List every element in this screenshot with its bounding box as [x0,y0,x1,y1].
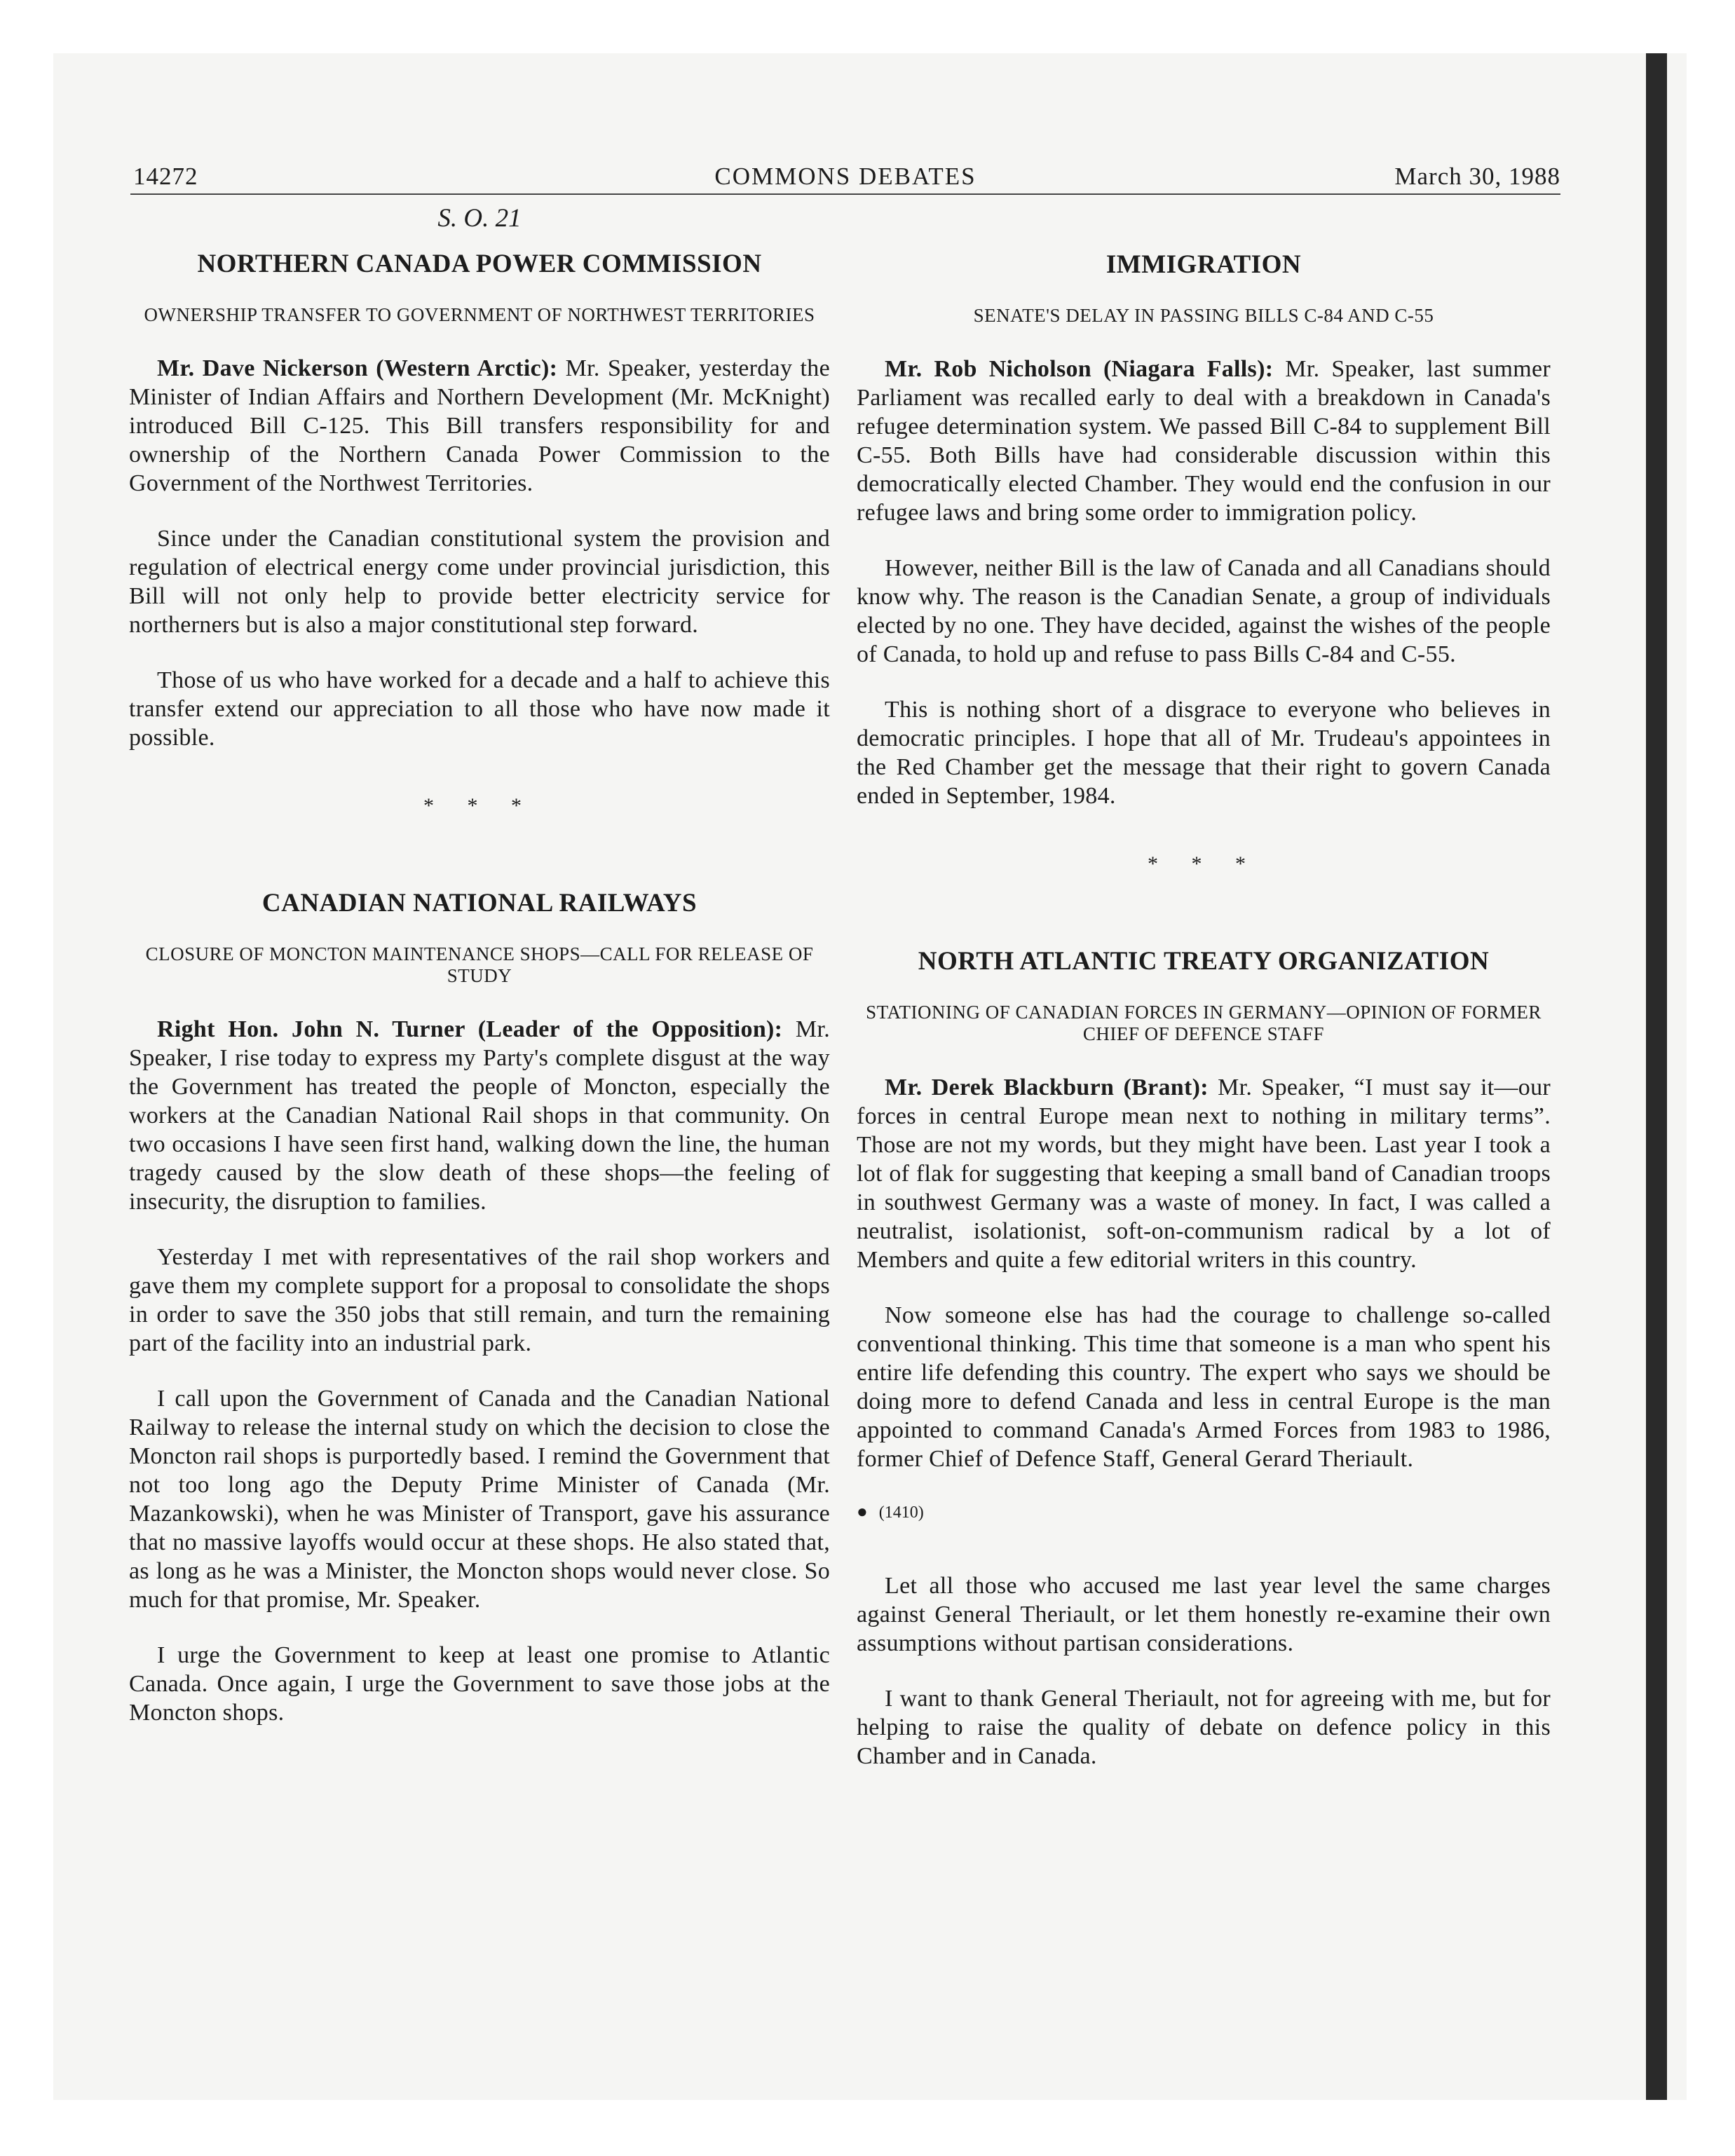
page-header [130,157,1560,195]
paragraph-text: Mr. Speaker, last summer Parliament was recalled early to deal with a breakdown in Canada's refugee determination system. We passed Bill C-84 to supplement Bill C-55. Both Bills have had considerable discussion within this democratically elected Chamber. They would end the confusion in our refugee laws and bring some order to immigration policy. [857,356,1551,526]
section-subheading: STATIONING OF CANADIAN FORCES IN GERMANY—OPINION OF FORMER CHIEF OF DEFENCE STAFF [866,1002,1542,1044]
speaker-name: Mr. Rob Nicholson (Niagara Falls): [885,356,1274,382]
paragraph: I call upon the Government of Canada and the Canadian National Railway to release the internal study on which the decision to close the Moncton rail shops is purportedly based. I remind the Government that not too long ago the Deputy Prime Minister of Canada (Mr. Mazankowski), when he was Minister of Transport, gave his assurance that no massive layoffs would occur at these shops. He also stated that, as long as he was a Minister, the Moncton shops would never close. So much for that promise, Mr. Speaker. [129,1386,830,1613]
section-subheading: CLOSURE OF MONCTON MAINTENANCE SHOPS—CALL FOR RELEASE OF STUDY [145,943,814,986]
publication-title: COMMONS DEBATES [714,163,977,190]
time-marker [857,1501,1551,1522]
publication-date: March 30, 1988 [1394,163,1560,190]
bullet-icon: ● [857,1501,868,1522]
speaker-name: Right Hon. John N. Turner (Leader of the Opposition): [157,1016,783,1042]
paragraph: Since under the Canadian constitutional system the provision and regulation of electrical energy come under provincial jurisdiction, this Bill will not only help to provide better electricity service for northerners but is also a major constitutional step forward. [129,526,830,638]
paragraph [857,355,1551,527]
left-column [129,203,830,1754]
section-heading: CANADIAN NATIONAL RAILWAYS [261,889,698,917]
paragraph: This is nothing short of a disgrace to everyone who believes in democratic principles. I hope that all of Mr. Trudeau's appointees in the Red Chamber get the message that their right to govern Canada ended in September, 1984. [857,697,1551,809]
time-marker-text: (1410) [878,1503,924,1522]
speaker-name: Mr. Derek Blackburn (Brant): [885,1074,1209,1100]
paragraph: I urge the Government to keep at least one promise to Atlantic Canada. Once again, I urge the Government to save those jobs at the Moncton shops. [129,1642,830,1726]
section-heading: NORTH ATLANTIC TREATY ORGANIZATION [918,947,1490,976]
paragraph: I want to thank General Theriault, not for agreeing with me, but for helping to raise the quality of debate on defence policy in this Chamber and in Canada. [857,1686,1551,1769]
paragraph: Those of us who have worked for a decade and a half to achieve this transfer extend our appreciation to all those who have now made it possible. [129,667,830,751]
paragraph: However, neither Bill is the law of Canada and all Canadians should know why. The reason is the Canadian Senate, a group of individuals elected by no one. They have decided, against the wishes of the people of Canada, to hold up and refuse to pass Bills C-84 and C-55. [857,555,1551,667]
paragraph: Let all those who accused me last year level the same charges against General Theriault, or let them honestly re-examine their own assumptions without partisan considerations. [857,1573,1551,1656]
page-number: 14272 [133,163,198,190]
paragraph [129,354,830,498]
section-subheading: SENATE'S DELAY IN PASSING BILLS C-84 AND C-55 [973,305,1434,326]
paragraph [129,1015,830,1216]
standing-order-label: S. O. 21 [437,204,522,233]
paragraph [857,1073,1551,1274]
section-heading: NORTHERN CANADA POWER COMMISSION [197,250,762,278]
paragraph: Yesterday I met with representatives of the rail shop workers and gave them my complete support for a proposal to consolidate the shops in order to save the 350 jobs that still remain, and turn the remaining part of the facility into an industrial park. [129,1244,830,1356]
section-heading: IMMIGRATION [1105,250,1302,279]
speaker-name: Mr. Dave Nickerson (Western Arctic): [157,355,558,381]
section-subheading: OWNERSHIP TRANSFER TO GOVERNMENT OF NORTHWEST TERRITORIES [144,304,815,325]
paragraph-text: Mr. Speaker, yesterday the Minister of Indian Affairs and Northern Development (Mr. McKnight) introduced Bill C-125. This Bill transfers responsibility for and ownership of the Northern Canada Power Commission to the Government of the Northwest Territories. [129,355,830,496]
right-column [857,250,1551,1797]
paragraph-text: Mr. Speaker, “I must say it—our forces in central Europe mean next to nothing in military terms”. Those are not my words, but they might have been. Last year I took a lot of flak for suggesting that keeping a small band of Canadian troops in southwest Germany was a waste of money. In fact, I was called a neutralist, isolationist, soft-on-communism radical by a lot of Members and quite a few editorial writers in this country. [857,1074,1551,1273]
paragraph-text: Mr. Speaker, I rise today to express my Party's complete disgust at the way the Government has treated the people of Moncton, especially the workers at the Canadian National Rail shops in that community. On two occasions I have seen first hand, walking down the line, the human tragedy caused by the slow death of these shops—the feeling of insecurity, the disruption to families. [129,1016,830,1215]
scan-edge-shadow [1646,53,1667,2100]
section-separator: * * * [1148,852,1260,875]
paragraph: Now someone else has had the courage to challenge so-called conventional thinking. This time that someone is a man who spent his entire life defending this country. The expert who says we should be doing more to defend Canada and less in central Europe is the man appointed to command Canada's Armed Forces from 1983 to 1986, former Chief of Defence Staff, General Gerard Theriault. [857,1302,1551,1472]
section-separator: * * * [423,794,536,817]
